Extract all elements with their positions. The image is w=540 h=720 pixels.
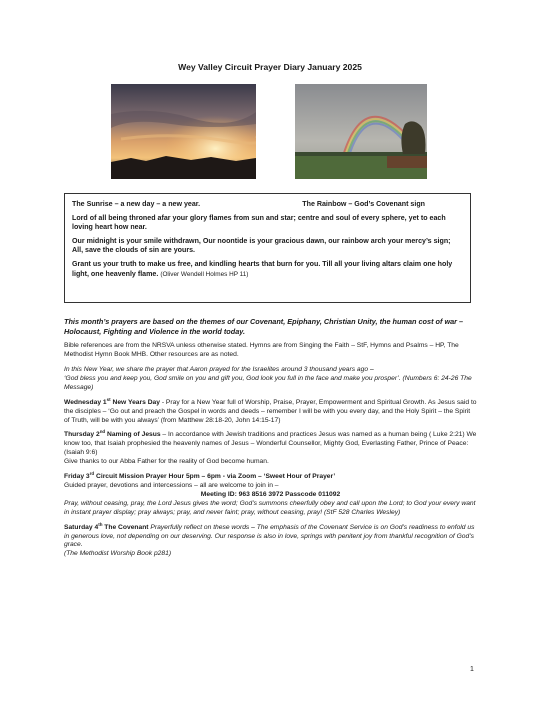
entry-saturday: Saturday 4th The Covenant Prayerfully reflect on these words – The emphasis of the Covenant Service is on God’s readiness to enfold us in generous love, not depending on our deserving. Our response is also in love, springs with penitent joy from thankful recognition of God’s grace. (The Methodist Worship Book p281) — [64, 521, 475, 558]
zoom-meeting-details: Meeting ID: 963 8516 3972 Passcode 011092 — [200, 490, 341, 498]
rainbow-photo — [295, 84, 427, 179]
sunrise-caption: The Sunrise – a new day – a new year. — [72, 200, 201, 208]
hymn-citation: (Oliver Wendell Holmes HP 11) — [160, 270, 249, 278]
hymn-verse-2: Our midnight is your smile withdrawn, Our noontide is your gracious dawn, our rainbow arch your mercy’s sign; All, save the clouds of sin are yours. — [72, 236, 451, 255]
entry-heading: Thursday 2nd Naming of Jesus — [64, 429, 161, 439]
sunrise-photo — [111, 84, 256, 179]
references-note: Bible references are from the NRSVA unless otherwise stated. Hymns are from Singing the Faith – StF, Hymns and Psalms – HP, The Methodist Hymn Book MHB. Other resources are as noted. — [64, 342, 459, 359]
entry-wednesday: Wednesday 1st New Years Day - Pray for a New Year full of Worship, Praise, Prayer, Empowerment and Spiritual Growth. As Jesus said to the disciples – ‘Go out and preach the Gospel in words and deeds – remember I will be with you every day, and the Holy Spirit – the Spirit of Truth, will be with you always’ (from Matthew 28:18-20, John 14:15-17) — [64, 396, 477, 424]
entry-heading: Friday 3rd Circuit Mission Prayer Hour 5pm – 6pm - via Zoom – ‘Sweet Hour of Prayer’ — [64, 470, 336, 481]
themes-statement: This month’s prayers are based on the themes of our Covenant, Epiphany, Christian Unity, the human cost of war – Holocaust, Fighting and Violence in the world today. — [64, 317, 464, 336]
diary-body — [64, 317, 477, 565]
entry-thursday: Thursday 2nd Naming of Jesus – In accordance with Jewish traditions and practices Jesus was named as a human being ( Luke 2:21) We know too, that Isaiah prophesied the heavenly names of Jesus – Wonderful Counsellor, Mighty God, Everlasting Father, Prince of Peace: (Isaiah 9:6) Give thanks to our Abba Father for the reality of God become human. — [64, 429, 477, 466]
hymn-box — [64, 193, 471, 303]
entry-heading: Saturday 4th The Covenant — [64, 521, 149, 531]
hymn-verse-3: Grant us your truth to make us free, and kindling hearts that burn for you. Till all your living altars claim one holy light, one heavenly flame. (Oliver Wendell Holmes HP 11) — [72, 259, 453, 278]
rainbow-caption: The Rainbow – God’s Covenant sign — [302, 200, 425, 208]
hymn-verse-1: Lord of all being throned afar your glory flames from sun and star; centre and soul of every sphere, yet to each loving heart how near. — [72, 213, 446, 232]
page-number: 1 — [470, 666, 474, 673]
entry-heading: Wednesday 1st New Years Day — [64, 396, 160, 406]
entry-friday: Friday 3rd Circuit Mission Prayer Hour 5pm – 6pm - via Zoom – ‘Sweet Hour of Prayer’ Guided prayer, devotions and intercessions – all are welcome to join in – Meeting ID: 963 8516 3972 Passcode 011092 Pray, without ceasing, pray, the Lord Jesus gives the word; God’s summons cheerfully obey and call upon the Lord; to God your every want in instant prayer display; pray always; pray, and never faint; pray, without ceasing, pray! (StF 528 Charles Wesley) — [64, 470, 476, 516]
page-title: Wey Valley Circuit Prayer Diary January 2025 — [178, 62, 362, 72]
new-year-prayer: In this New Year, we share the prayer that Aaron prayed for the Israelites around 3 thousand years ago – ‘God bless you and keep you, God smile on you and gift you, God look you full in the face and make you prosper’. (Numbers 6: 24-26 The Message) — [64, 366, 472, 391]
